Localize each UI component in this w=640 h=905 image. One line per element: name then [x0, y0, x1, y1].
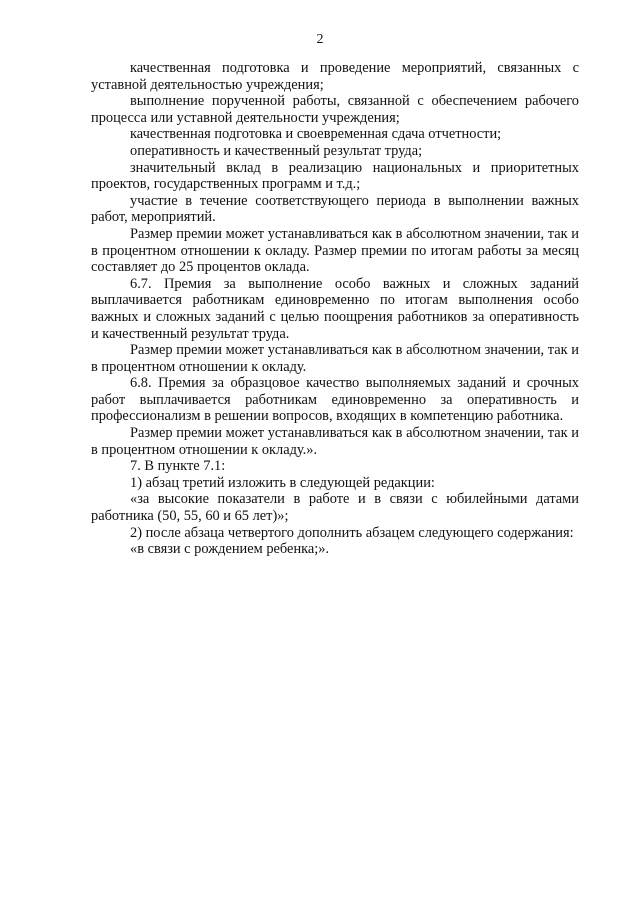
paragraph: 2) после абзаца четвертого дополнить абзацем следующего содержания:	[130, 524, 574, 541]
paragraph: качественная подготовка и своевременная сдача отчетности;	[130, 126, 502, 143]
paragraph: выполнение порученной работы, связанной с обеспечением рабочего процесса или уставной деятельности учреждения;	[91, 93, 579, 126]
paragraph: 6.7. Премия за выполнение особо важных и сложных заданий выплачивается работникам единовременно по итогам выполнения особо важных и сложных заданий с целью поощрения работников за оперативность и качественный результат труда.	[91, 275, 579, 342]
paragraph: 7. В пункте 7.1:	[130, 458, 226, 475]
document-body	[91, 60, 579, 558]
paragraph: Размер премии может устанавливаться как в абсолютном значении, так и в процентном отношении к окладу.».	[91, 425, 579, 458]
paragraph: «за высокие показатели в работе и в связи с юбилейными датами работника (50, 55, 60 и 65 лет)»;	[91, 491, 579, 525]
paragraph: качественная подготовка и проведение мероприятий, связанных с уставной деятельностью учреждения;	[91, 60, 579, 93]
paragraph: Размер премии может устанавливаться как в абсолютном значении, так и в процентном отношении к окладу. Размер премии по итогам работы за месяц составляет до 25 процентов оклада.	[91, 225, 579, 276]
paragraph: 1) абзац третий изложить в следующей редакции:	[130, 474, 435, 491]
paragraph: 6.8. Премия за образцовое качество выполняемых заданий и срочных работ выплачивается работникам единовременно за оперативность и профессионализм в решении вопросов, входящих в компетенцию работника.	[91, 375, 579, 425]
paragraph: оперативность и качественный результат труда;	[130, 142, 423, 159]
page-number: 2	[316, 32, 324, 47]
paragraph: Размер премии может устанавливаться как в абсолютном значении, так и в процентном отношении к окладу.	[91, 342, 579, 375]
paragraph: «в связи с рождением ребенка;».	[130, 541, 330, 558]
paragraph: участие в течение соответствующего периода в выполнении важных работ, мероприятий.	[91, 192, 579, 226]
paragraph: значительный вклад в реализацию национальных и приоритетных проектов, государственных программ и т.д.;	[91, 159, 579, 193]
